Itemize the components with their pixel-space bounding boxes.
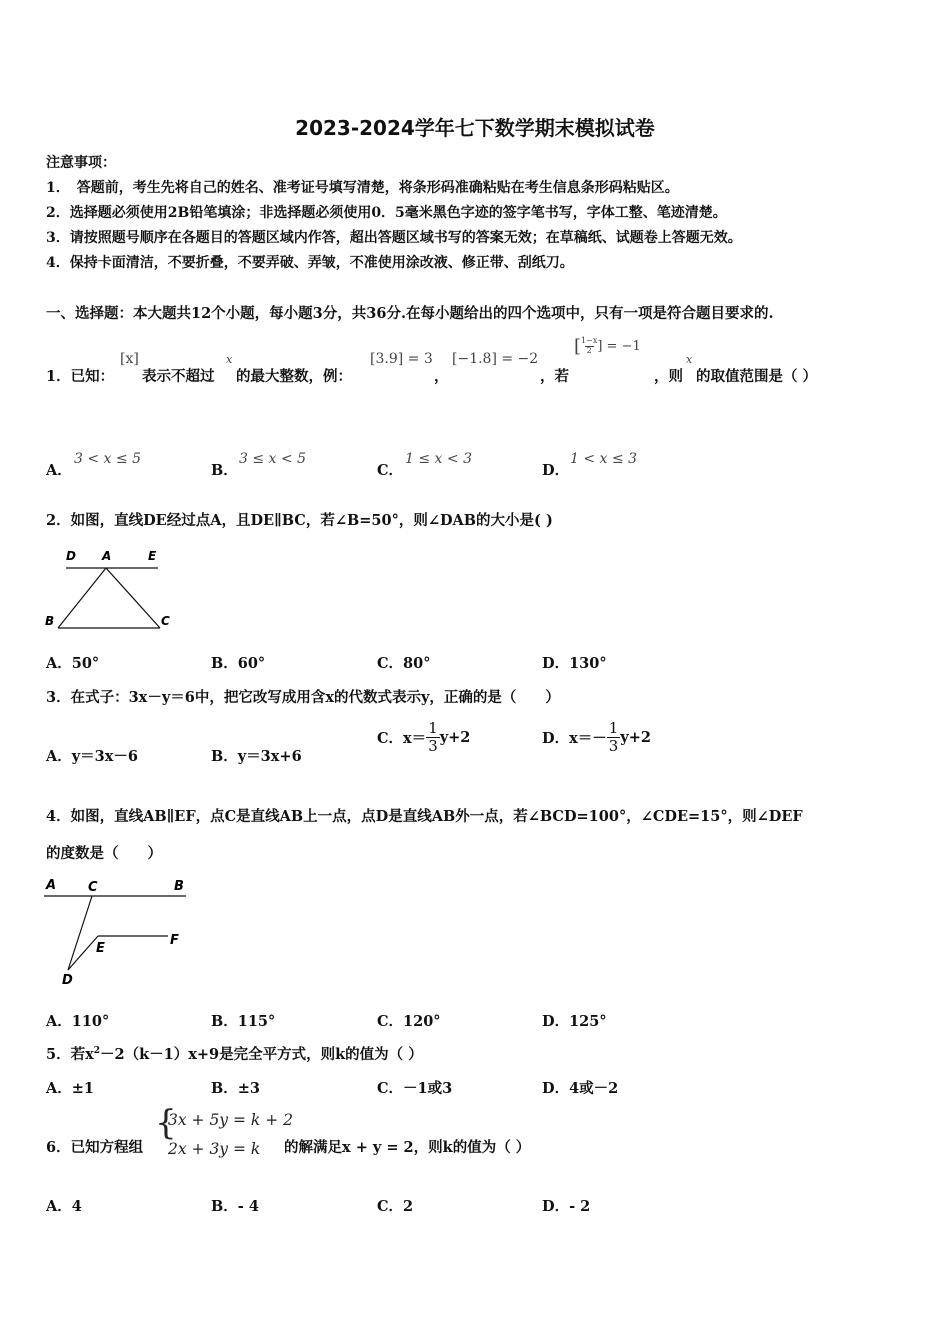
q4-label-d: D: [62, 973, 73, 988]
notice-item-3: 3．请按照题号顺序在各题目的答题区域内作答，超出答题区域书写的答案无效；在草稿纸、试题卷上答题无效。: [46, 230, 742, 246]
q3-option-d-numerator: 1: [608, 719, 619, 737]
q1-text-4: ，则: [654, 368, 683, 385]
q3-option-c-prefix: C．x＝: [377, 730, 427, 748]
q1-condition: [ $\frac{1-x}{2}$ ] = −1: [574, 336, 641, 357]
notice-item-4: 4．保持卡面清洁，不要折叠，不要弄破、弄皱，不准使用涂改液、修正带、刮纸刀。: [46, 255, 574, 271]
notice-heading: 注意事项：: [46, 155, 116, 171]
q5-stem-post: －2（k－1）x+9是完全平方式，则k的值为（ ）: [100, 1046, 423, 1063]
q4-label-a: A: [46, 878, 57, 893]
q1-option-c: 1 ≤ x < 3: [405, 451, 472, 467]
q1-text-2: 的最大整数，例：: [236, 368, 352, 385]
q1-text-3: ，若: [540, 368, 569, 385]
q6-option-a: A．4: [46, 1198, 82, 1215]
q2-label-a: A: [102, 549, 112, 563]
q4-label-f: F: [170, 933, 179, 948]
q2-label-b: B: [45, 614, 55, 628]
q1-option-c-label: C．: [377, 462, 404, 479]
q1-option-a: 3 < x ≤ 5: [74, 451, 141, 467]
q3-option-d-denominator: 3: [608, 737, 619, 756]
q1-example-1: [3.9] = 3: [370, 351, 433, 367]
q4-option-b: B．115°: [211, 1013, 276, 1030]
q1-cond-denominator: 2: [586, 346, 592, 355]
q3-option-d-fraction: [607, 720, 621, 756]
q1-var-x-2: x: [686, 353, 693, 366]
q4-label-b: B: [174, 879, 184, 894]
q3-stem: 3．在式子：3x－y＝6中，把它改写成用含x的代数式表示y，正确的是（ ）: [46, 689, 560, 706]
q2-label-c: C: [161, 614, 170, 628]
q6-option-c: C．2: [377, 1198, 414, 1215]
q3-option-c-denominator: 3: [428, 737, 438, 756]
q5-option-c: C．－1或3: [377, 1080, 453, 1097]
q4-figure: [40, 872, 200, 990]
q3-option-c-fraction: [426, 720, 440, 756]
q2-option-c: C．80°: [377, 655, 431, 672]
q6-system-brace: {: [155, 1103, 177, 1143]
q3-option-c: [377, 720, 470, 756]
q1-prefix: 1．已知：: [46, 368, 115, 385]
q1-text-5: 的取值范围是（ ）: [696, 368, 818, 385]
q4-option-c: C．120°: [377, 1013, 441, 1030]
page-title: 2023-2024学年七下数学期末模拟试卷: [295, 116, 655, 140]
q1-cond-right: ] = −1: [597, 339, 641, 354]
q5-exponent: 2: [93, 1046, 100, 1057]
q2-option-b: B．60°: [211, 655, 266, 672]
q3-option-c-suffix: y+2: [439, 729, 471, 747]
q1-example-2: [−1.8] = −2: [452, 351, 539, 367]
notice-item-2: 2．选择题必须使用2B铅笔填涂；非选择题必须使用0．5毫米黑色字迹的签字笔书写，字体工整、笔迹清楚。: [46, 205, 727, 221]
q1-cond-numerator: 1−x: [581, 336, 598, 346]
section-heading: 一、选择题：本大题共12个小题，每小题3分，共36分.在每小题给出的四个选项中，只有一项是符合题目要求的.: [46, 305, 774, 322]
q5-option-d: D．4或－2: [542, 1080, 619, 1097]
q4-option-d: D．125°: [542, 1013, 607, 1030]
q2-stem: 2．如图，直线DE经过点A，且DE∥BC，若∠B=50°，则∠DAB的大小是( ): [46, 512, 553, 529]
q1-option-d-label: D．: [542, 462, 570, 479]
q4-option-a: A．110°: [46, 1013, 110, 1030]
q6-option-d: D．- 2: [542, 1198, 591, 1215]
q4-label-e: E: [96, 941, 105, 956]
q4-label-c: C: [88, 880, 98, 895]
q4-stem-line-2: 的度数是（ ）: [46, 845, 162, 862]
q1-option-b-label: B．: [211, 462, 238, 479]
q1-var-x: x: [226, 353, 233, 366]
q2-label-e: E: [148, 549, 157, 563]
q5-option-b: B．±3: [211, 1080, 260, 1097]
q6-equation-1: 3x + 5y = k + 2: [168, 1111, 293, 1129]
q2-figure: [40, 544, 180, 634]
q4-stem-line-1: 4．如图，直线AB∥EF，点C是直线AB上一点，点D是直线AB外一点，若∠BCD=100°，∠CDE=15°，则∠DEF: [46, 808, 803, 825]
q5-stem: [46, 1043, 423, 1064]
q3-option-d-suffix: y+2: [620, 729, 651, 747]
q1-option-d: 1 < x ≤ 3: [570, 451, 637, 467]
q6-equation-2: 2x + 3y = k: [168, 1140, 261, 1158]
q5-option-a: A．±1: [46, 1080, 94, 1097]
q6-suffix: 的解满足x + y = 2，则k的值为（ ）: [284, 1139, 531, 1156]
q1-option-b: 3 ≤ x < 5: [239, 451, 306, 467]
q1-comma: ，: [434, 368, 449, 385]
q3-option-a: A．y＝3x－6: [46, 748, 138, 765]
q6-prefix: 6．已知方程组: [46, 1139, 144, 1156]
q1-floor-symbol: [x]: [120, 351, 139, 367]
notice-item-1: 1． 答题前，考生先将自己的姓名、准考证号填写清楚，将条形码准确粘贴在考生信息条形码粘贴区。: [46, 180, 679, 196]
q3-option-d: [542, 720, 651, 756]
q1-text-1: 表示不超过: [142, 368, 215, 385]
q1-option-a-label: A．: [46, 462, 72, 479]
q5-stem-pre: 5．若x: [46, 1046, 94, 1063]
q2-option-d: D．130°: [542, 655, 607, 672]
q2-option-a: A．50°: [46, 655, 100, 672]
q3-option-b: B．y＝3x+6: [211, 748, 302, 765]
q6-option-b: B．- 4: [211, 1198, 259, 1215]
q3-option-d-prefix: D．x＝－: [542, 730, 607, 748]
q2-label-d: D: [66, 549, 76, 563]
q3-option-c-numerator: 1: [428, 719, 438, 737]
